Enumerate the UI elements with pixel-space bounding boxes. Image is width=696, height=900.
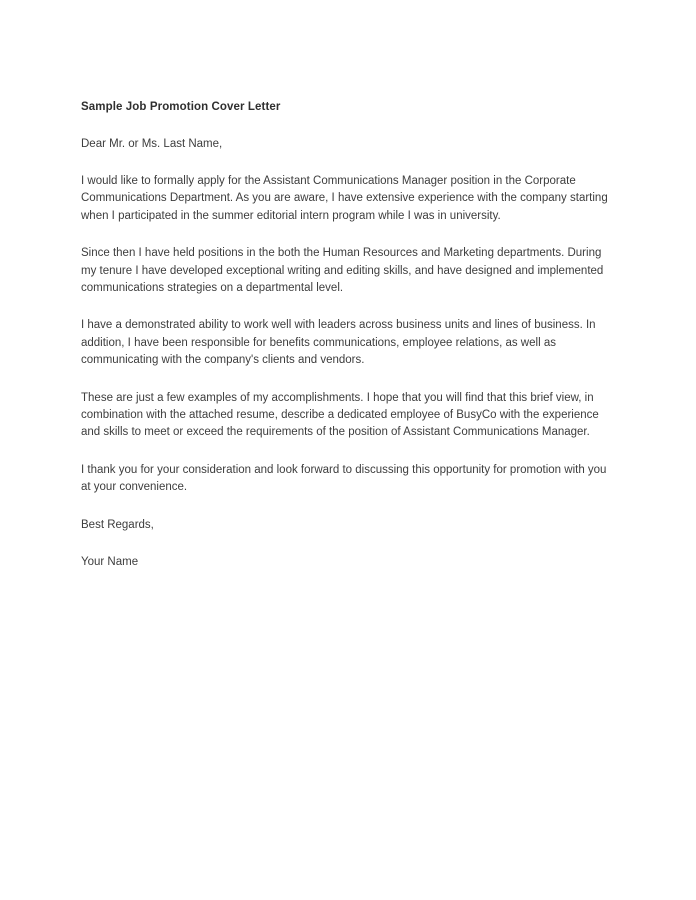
letter-paragraph-5: I thank you for your consideration and look forward to discussing this opportunity for promotion with you at your convenience. [81, 463, 607, 494]
letter-paragraph-3: I have a demonstrated ability to work well with leaders across business units and lines of business. In addition, I have been responsible for benefits communications, employee relations, as well as communicating with the company's clients and vendors. [81, 319, 596, 367]
letter-closing: Best Regards, [81, 518, 154, 531]
letter-paragraph-1: I would like to formally apply for the Assistant Communications Manager position in the Corporate Communications Department. As you are aware, I have extensive experience with the company starting when I participated in the summer editorial intern program while I was in university. [81, 175, 608, 222]
cover-letter-body [81, 99, 617, 571]
letter-signature-name: Your Name [81, 555, 139, 568]
letter-paragraph-4: These are just a few examples of my accomplishments. I hope that you will find that this brief view, in combination with the attached resume, describe a dedicated employee of BusyCo with the experience and skills to meet or exceed the requirements of the position of Assistant Communications Manager. [81, 391, 599, 439]
letter-salutation: Dear Mr. or Ms. Last Name, [81, 138, 223, 150]
letter-paragraph-2: Since then I have held positions in the both the Human Resources and Marketing departments. During my tenure I have developed exceptional writing and editing skills, and have designed and implemented communications strategies on a departmental level. [81, 247, 604, 295]
page-title: Sample Job Promotion Cover Letter [81, 101, 281, 113]
